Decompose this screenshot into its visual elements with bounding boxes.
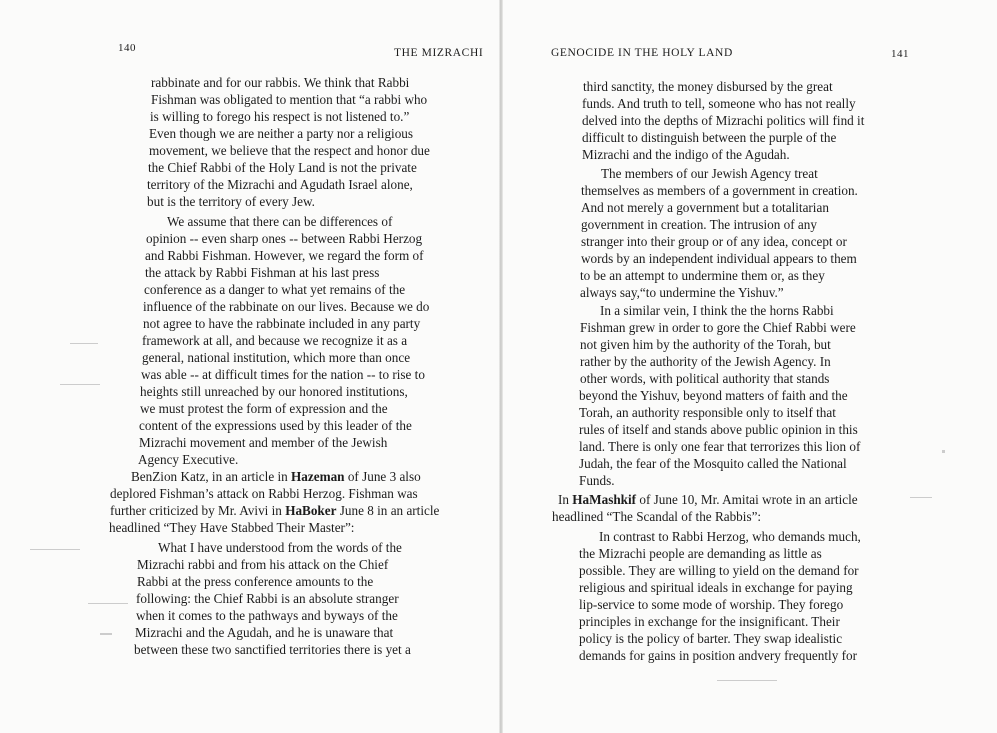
text-line: Rabbi at the press conference amounts to the — [137, 574, 374, 589]
text-line: words by an independent individual appears to them — [581, 251, 857, 266]
text-line: Mizrachi and the indigo of the Agudah. — [582, 147, 790, 162]
running-head: GENOCIDE IN THE HOLY LAND — [551, 47, 733, 59]
text-line: deplored Fishman’s attack on Rabbi Herzog. Fishman was — [110, 486, 418, 501]
text-line: rather by the authority of the Jewish Agency. In — [580, 354, 831, 369]
text-line: framework at all, and because we recognize it as a — [142, 333, 408, 348]
page-number: 141 — [891, 48, 909, 60]
text-line: policy is the policy of barter. They swap idealistic — [579, 631, 843, 646]
text-line: headlined “They Have Stabbed Their Master”: — [109, 520, 355, 535]
publication-name: HaMashkif — [572, 492, 637, 507]
text-line: general, national institution, which more than once — [142, 350, 411, 365]
scan-speck — [910, 497, 932, 498]
text-line: Agency Executive. — [138, 452, 239, 467]
publication-name: HaBoker — [285, 503, 337, 518]
text-line: conference as a danger to what yet remains of the — [144, 282, 406, 297]
text-line: and Rabbi Fishman. However, we regard the form of — [145, 248, 424, 263]
text-line: not given him by the authority of the Torah, but — [580, 337, 831, 352]
text-line: not agree to have the rabbinate included in any party — [143, 316, 421, 331]
text-line: Judah, the fear of the Mosquito called the National — [579, 456, 847, 471]
text-line: government in creation. The intrusion of any — [581, 217, 817, 232]
text-line: lip-service to some mode of worship. They forego — [579, 597, 844, 612]
text-line: following: the Chief Rabbi is an absolute stranger — [136, 591, 399, 606]
text-line: In contrast to Rabbi Herzog, who demands much, — [599, 529, 861, 544]
text-line: beyond the Yishuv, beyond matters of faith and the — [579, 388, 848, 403]
text-line: when it comes to the pathways and byways of the — [136, 608, 398, 623]
text-line: themselves as members of a government in creation. — [581, 183, 858, 198]
text-line: delved into the depths of Mizrachi politics will find it — [582, 113, 865, 128]
text-line: the Chief Rabbi of the Holy Land is not the private — [148, 160, 417, 175]
text-line: third sanctity, the money disbursed by the great — [583, 79, 833, 94]
text-line: is willing to forego his respect is not listened to.” — [150, 109, 410, 124]
text-line: possible. They are willing to yield on the demand for — [579, 563, 859, 578]
text-line: but is the territory of every Jew. — [147, 194, 315, 209]
text-line: opinion -- even sharp ones -- between Rabbi Herzog — [146, 231, 423, 246]
page-number: 140 — [118, 42, 136, 54]
text-line: Fishman grew in order to gore the Chief Rabbi were — [580, 320, 856, 335]
right-page — [502, 0, 997, 733]
text-line: The members of our Jewish Agency treat — [601, 166, 818, 181]
text-line: In HaMashkif of June 10, Mr. Amitai wrote in an article — [558, 492, 858, 507]
text-line: Fishman was obligated to mention that “a rabbi who — [151, 92, 428, 107]
scan-speck — [60, 384, 100, 385]
text-line: content of the expressions used by this leader of the — [139, 418, 412, 433]
text-line: influence of the rabbinate on our lives. Because we do — [143, 299, 430, 314]
text-line: Mizrachi movement and member of the Jewish — [139, 435, 388, 450]
text-line: Even though we are neither a party nor a religious — [149, 126, 414, 141]
scan-speck — [88, 603, 128, 604]
text-line: difficult to distinguish between the purple of the — [582, 130, 837, 145]
running-head: THE MIZRACHI — [394, 47, 484, 59]
text-line: In a similar vein, I think the the horns Rabbi — [600, 303, 834, 318]
text-line: movement, we believe that the respect and honor due — [149, 143, 430, 158]
scan-speck — [70, 343, 98, 344]
text-line: the Mizrachi people are demanding as little as — [579, 546, 822, 561]
scan-speck — [717, 680, 777, 681]
text-line: rules of itself and stands above public opinion in this — [579, 422, 858, 437]
text-line: further criticized by Mr. Avivi in HaBoker June 8 in an article — [110, 503, 440, 518]
text-line: land. There is only one fear that terrorizes this lion of — [579, 439, 861, 454]
scan-speck — [942, 450, 945, 453]
text-line: to be an attempt to undermine them or, as they — [580, 268, 825, 283]
text-line: territory of the Mizrachi and Agudath Israel alone, — [147, 177, 413, 192]
publication-name: Hazeman — [291, 469, 345, 484]
text-line: What I have understood from the words of the — [158, 540, 402, 555]
text-line: demands for gains in position andvery frequently for — [579, 648, 857, 663]
text-line: was able -- at difficult times for the nation -- to rise to — [141, 367, 425, 382]
text-line: principles in exchange for the insignificant. Their — [579, 614, 840, 629]
text-line: the attack by Rabbi Fishman at his last press — [145, 265, 380, 280]
text-line: Mizrachi and the Agudah, and he is unaware that — [135, 625, 394, 640]
scan-speck — [30, 549, 80, 550]
text-line: headlined “The Scandal of the Rabbis”: — [552, 509, 762, 524]
text-line: funds. And truth to tell, someone who has not really — [582, 96, 856, 111]
text-line: We assume that there can be differences of — [167, 214, 393, 229]
text-line: Funds. — [579, 473, 615, 488]
text-line: And not merely a government but a totalitarian — [581, 200, 829, 215]
text-line: Mizrachi rabbi and from his attack on the Chief — [137, 557, 389, 572]
text-line: Torah, an authority responsible only to itself that — [579, 405, 836, 420]
scan-speck — [100, 633, 112, 635]
text-line: between these two sanctified territories there is yet a — [134, 642, 411, 657]
text-line: other words, with political authority that stands — [580, 371, 830, 386]
text-line: BenZion Katz, in an article in Hazeman of June 3 also — [131, 469, 421, 484]
text-line: heights still unreached by our honored institutions, — [140, 384, 408, 399]
text-line: religious and spiritual ideals in exchange for paying — [579, 580, 853, 595]
text-line: we must protest the form of expression and the — [140, 401, 388, 416]
text-line: always say,“to undermine the Yishuv.” — [580, 285, 784, 300]
text-line: rabbinate and for our rabbis. We think that Rabbi — [151, 75, 410, 90]
text-line: stranger into their group or of any idea, concept or — [581, 234, 847, 249]
